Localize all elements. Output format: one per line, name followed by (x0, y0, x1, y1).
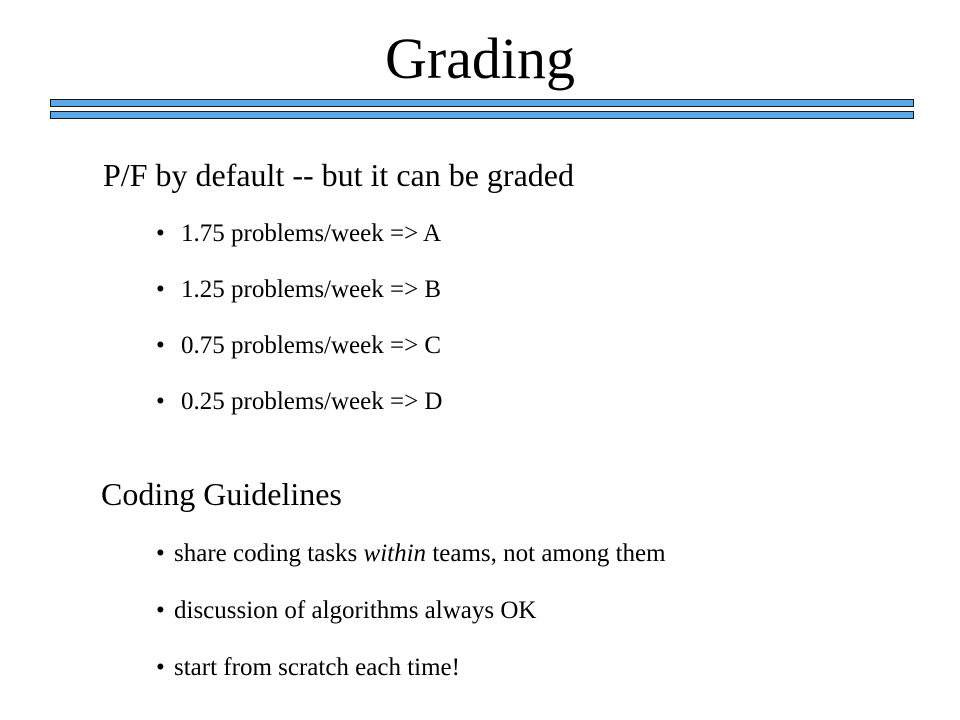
grading-item-text: 1.25 problems/week => B (181, 276, 442, 303)
bullet-icon: • (156, 540, 165, 567)
coding-item (156, 538, 666, 570)
bullet-icon: • (156, 332, 165, 359)
coding-item-text: discussion of algorithms always OK (174, 597, 537, 624)
coding-item-text: teams, not among them (426, 540, 666, 567)
bullet-icon: • (156, 388, 165, 415)
bullet-icon: • (156, 220, 165, 247)
grading-heading: P/F by default -- but it can be graded (103, 157, 574, 193)
slide-title: Grading (384, 26, 576, 91)
bullet-icon: • (156, 597, 165, 624)
grading-item (156, 386, 443, 418)
title-divider-top (50, 99, 914, 107)
coding-item-text: start from scratch each time! (174, 654, 460, 681)
grading-item (156, 274, 441, 306)
emphasis-text: within (363, 540, 427, 567)
bullet-icon: • (156, 276, 165, 303)
bullet-icon: • (156, 654, 165, 681)
grading-item (156, 218, 441, 250)
coding-item (156, 652, 460, 684)
coding-heading: Coding Guidelines (101, 476, 342, 512)
title-divider-bottom (50, 111, 914, 119)
coding-item (156, 595, 536, 627)
grading-item-text: 0.75 problems/week => C (181, 332, 442, 359)
coding-item-text: share coding tasks (174, 540, 364, 567)
grading-item (156, 330, 441, 362)
grading-item-text: 0.25 problems/week => D (181, 388, 443, 415)
grading-item-text: 1.75 problems/week => A (181, 220, 442, 247)
